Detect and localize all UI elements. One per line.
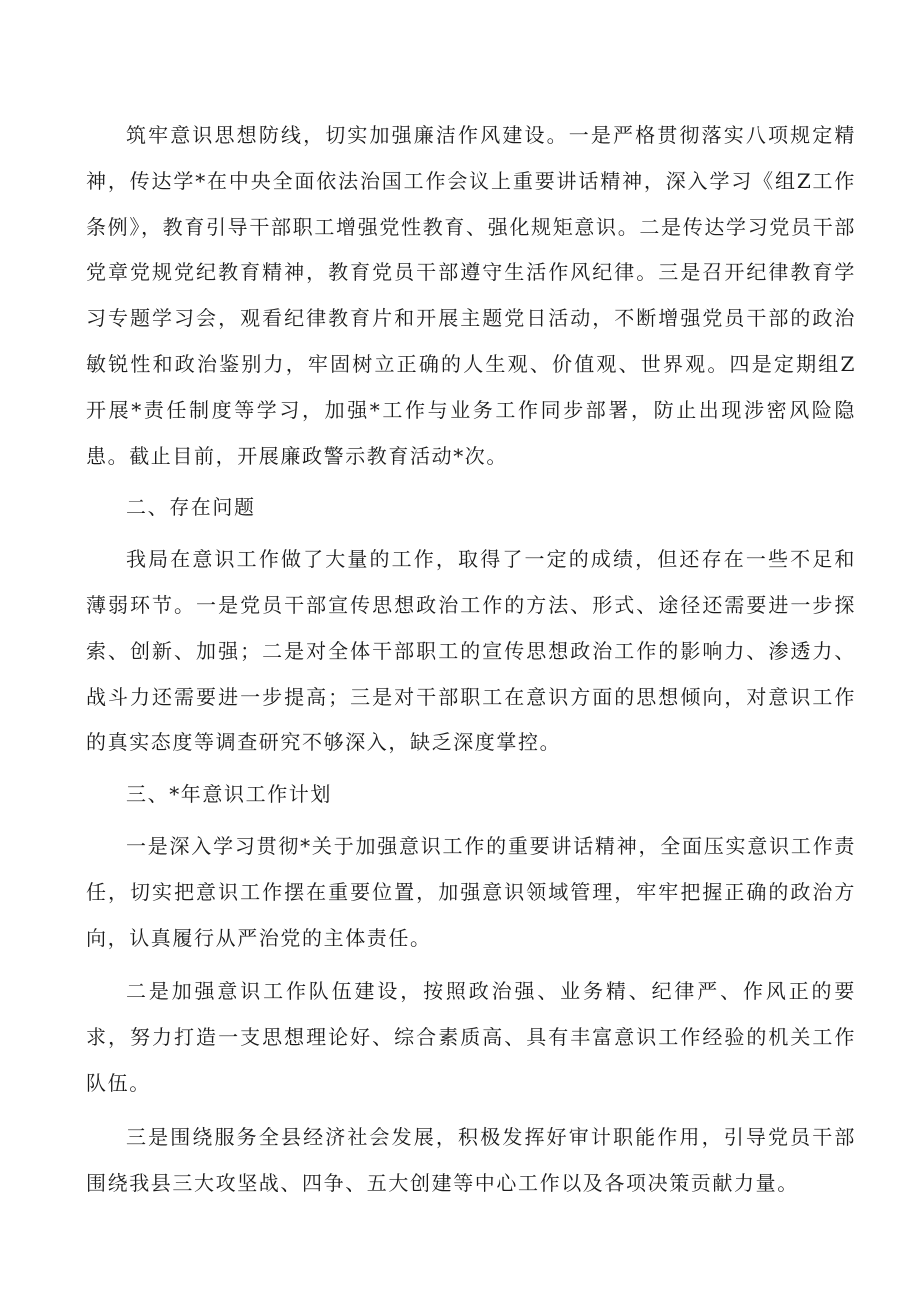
section-heading-plan: 三、*年意识工作计划 <box>126 782 332 807</box>
section-heading-problems: 二、存在问题 <box>126 495 256 520</box>
paragraph-plan-two: 二是加强意识工作队伍建设，按照政治强、业务精、纪律严、作风正的要求，努力打造一支思想理论好、综合素质高、具有丰富意识工作经验的机关工作队伍。 <box>86 979 856 1095</box>
paragraph-discipline-building: 筑牢意识思想防线，切实加强廉洁作风建设。一是严格贯彻落实八项规定精神，传达学*在中央全面依法治国工作会议上重要讲话精神，深入学习《组Z工作条例》，教育引导干部职工增强党性教育、强化规矩意识。二是传达学习党员干部党章党规党纪教育精神，教育党员干部遵守生活作风纪律。三是召开纪律教育学习专题学习会，观看纪律教育片和开展主题党日活动，不断增强党员干部的政治敏锐性和政治鉴别力，牢固树立正确的人生观、价值观、世界观。四是定期组Z开展*责任制度等学习，加强*工作与业务工作同步部署，防止出现涉密风险隐患。截止目前，开展廉政警示教育活动*次。 <box>86 123 856 468</box>
paragraph-plan-one: 一是深入学习贯彻*关于加强意识工作的重要讲话精神，全面压实意识工作责任，切实把意识工作摆在重要位置，加强意识领域管理，牢牢把握正确的政治方向，认真履行从严治党的主体责任。 <box>86 833 856 950</box>
paragraph-problems: 我局在意识工作做了大量的工作，取得了一定的成绩，但还存在一些不足和薄弱环节。一是党员干部宣传思想政治工作的方法、形式、途径还需要进一步探索、创新、加强；二是对全体干部职工的宣传思想政治工作的影响力、渗透力、战斗力还需要进一步提高；三是对干部职工在意识方面的思想倾向，对意识工作的真实态度等调查研究不够深入，缺乏深度掌控。 <box>86 547 856 755</box>
document-body <box>86 113 856 1206</box>
paragraph-plan-three: 三是围绕服务全县经济社会发展，积极发挥好审计职能作用，引导党员干部围绕我县三大攻坚战、四争、五大创建等中心工作以及各项决策贡献力量。 <box>86 1124 856 1195</box>
